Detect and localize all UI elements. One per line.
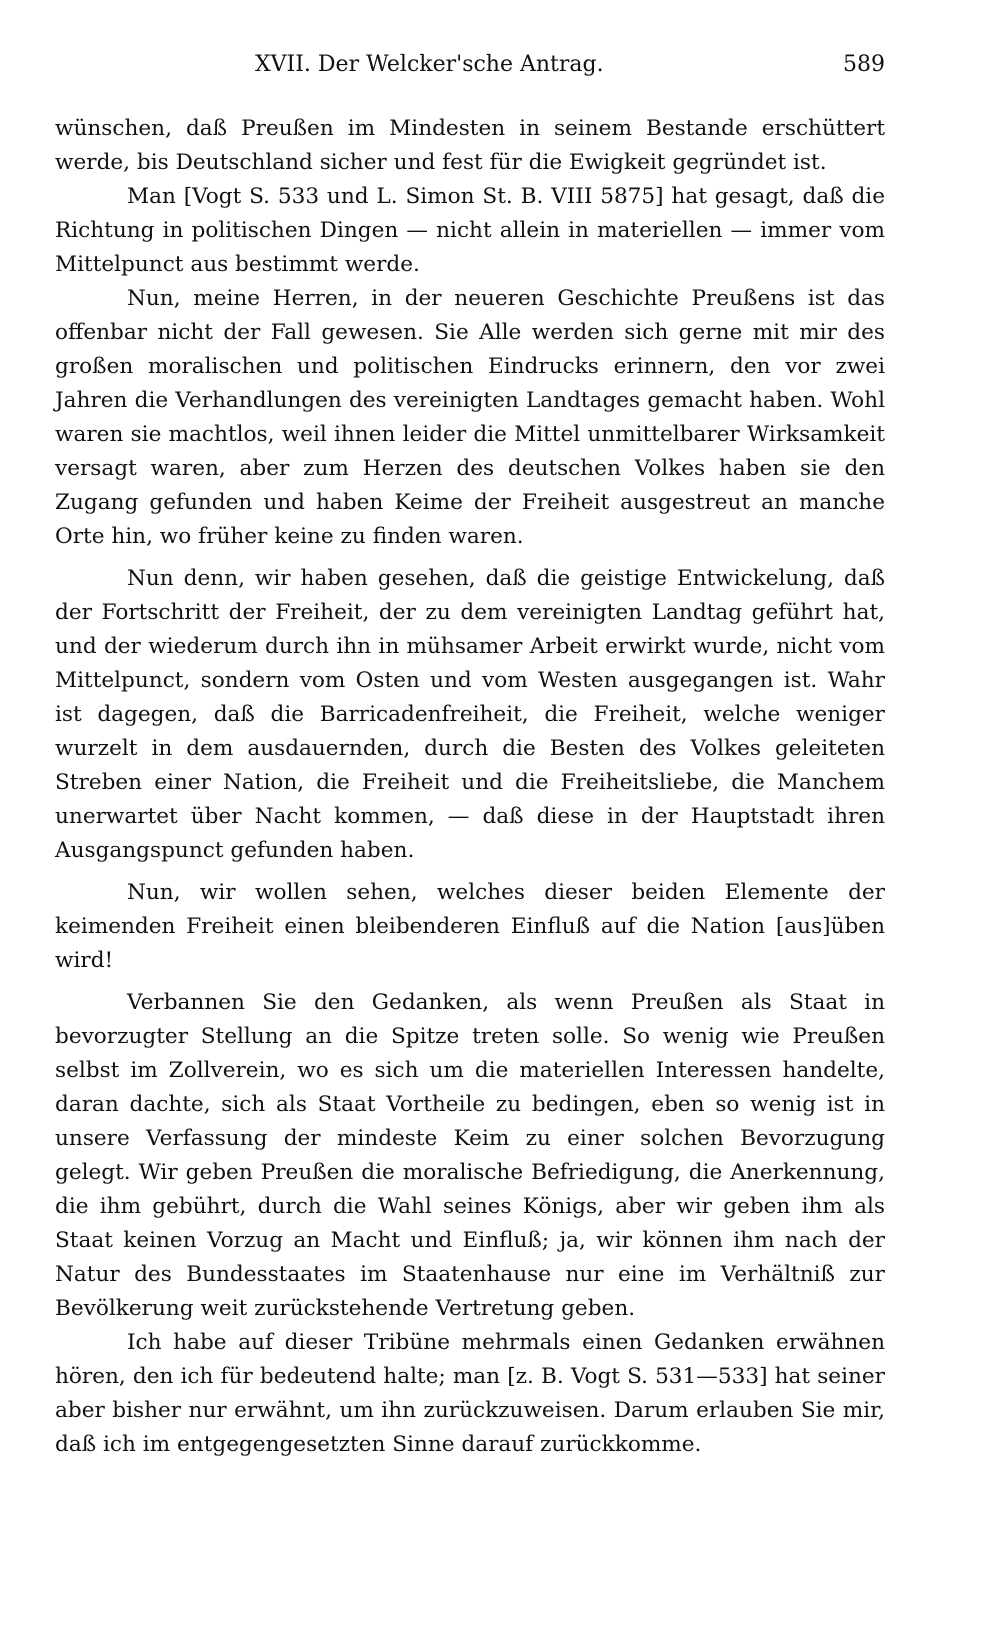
running-title: XVII. Der Welcker'sche Antrag.: [255, 52, 604, 77]
paragraph-banish-thought: Verbannen Sie den Gedanken, als wenn Preußen als Staat in bevorzugter Stellung an die Spitze treten solle. So wenig wie Preußen selbst im Zollverein, wo es sich um die materiellen Interessen handelte, daran dachte, sich als Staat Vortheile zu bedingen, eben so wenig ist in unsere Verfassung der mindeste Keim zu einer solchen Bevorzugung gelegt. Wir geben Preußen die moralische Befriedigung, die Anerkennung, die ihm gebührt, durch die Wahl seines Königs, aber wir geben ihm als Staat keinen Vorzug an Macht und Einfluß; ja, wir können ihm nach der Natur des Bundesstaates im Staatenhause nur eine im Verhältniß zur Bevölkerung weit zurückstehende Vertretung geben.: [55, 990, 885, 1321]
body-text: [55, 112, 885, 1462]
paragraph-vogt-simon: Man [Vogt S. 533 und L. Simon St. B. VIII 5875] hat gesagt, daß die Richtung in politischen Dingen — nicht allein in materiellen — immer vom Mittelpunct aus bestimmt werde.: [55, 184, 885, 277]
page-number: 589: [843, 52, 885, 77]
book-page: [55, 44, 885, 1462]
paragraph-prussia-history: Nun, meine Herren, in der neueren Geschichte Preußens ist das offenbar nicht der Fall gewesen. Sie Alle werden sich gerne mit mir des großen moralischen und politischen Eindrucks erinnern, den vor zwei Jahren die Verhandlungen des vereinigten Landtages gemacht haben. Wohl waren sie machtlos, weil ihnen leider die Mittel unmittelbarer Wirksamkeit versagt waren, aber zum Herzen des deutschen Volkes haben sie den Zugang gefunden und haben Keime der Freiheit ausgestreut an manche Orte hin, wo früher keine zu finden waren.: [55, 286, 885, 549]
running-head: [55, 44, 885, 84]
paragraph-continuation: wünschen, daß Preußen im Mindesten in seinem Bestande erschüttert werde, bis Deutschland sicher und fest für die Ewigkeit gegründet ist.: [55, 116, 885, 175]
paragraph-development: Nun denn, wir haben gesehen, daß die geistige Entwickelung, daß der Fortschritt der Freiheit, der zu dem vereinigten Landtag geführt hat, und der wiederum durch ihn in mühsamer Arbeit erwirkt wurde, nicht vom Mittelpunct, sondern vom Osten und vom Westen ausgegangen ist. Wahr ist dagegen, daß die Barricadenfreiheit, die Freiheit, welche weniger wurzelt in dem ausdauernden, durch die Besten des Volkes geleiteten Streben einer Nation, die Freiheit und die Freiheitsliebe, die Manchem unerwartet über Nacht kommen, — daß diese in der Hauptstadt ihren Ausgangspunct gefunden haben.: [55, 566, 885, 863]
paragraph-elements: Nun, wir wollen sehen, welches dieser beiden Elemente der keimenden Freiheit einen bleibenderen Einfluß auf die Nation [aus]üben wird!: [55, 880, 885, 973]
paragraph-tribune: Ich habe auf dieser Tribüne mehrmals einen Gedanken erwähnen hören, den ich für bedeutend halte; man [z. B. Vogt S. 531—533] hat seiner aber bisher nur erwähnt, um ihn zurückzuweisen. Darum erlauben Sie mir, daß ich im entgegengesetzten Sinne darauf zurückkomme.: [55, 1330, 885, 1457]
